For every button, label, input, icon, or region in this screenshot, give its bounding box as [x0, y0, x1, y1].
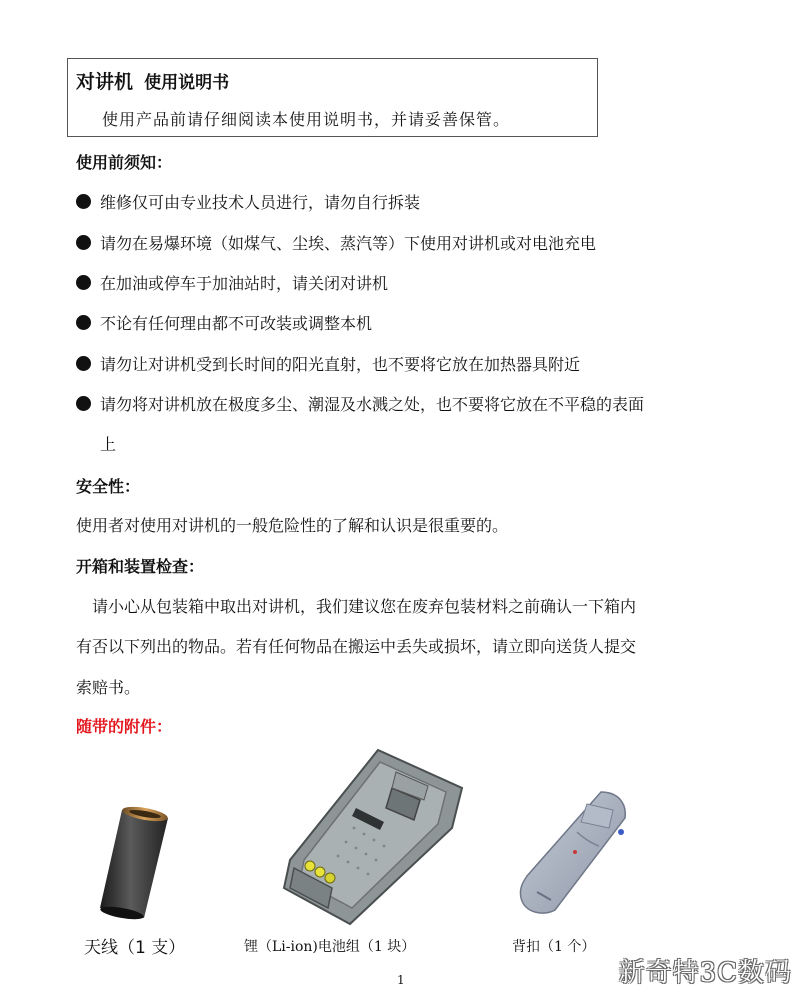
battery-pack-image — [280, 748, 470, 928]
precaution-item — [76, 231, 596, 254]
document-subtitle: 使用说明书 — [144, 73, 230, 93]
bullet-dot-icon — [76, 275, 91, 290]
accessory-caption-battery: 锂（Li-ion)电池组（1 块） — [244, 939, 416, 955]
title-note: 使用产品前请仔细阅读本使用说明书，并请妥善保管。 — [102, 110, 511, 129]
precaution-continuation: 上 — [100, 435, 117, 454]
watermark: 新奇特3C数码 — [618, 958, 792, 988]
document-title: 对讲机 — [76, 71, 134, 93]
precaution-text: 不论有任何理由都不可改装或调整本机 — [100, 314, 373, 333]
page-number: 1 — [397, 973, 405, 987]
bullet-dot-icon — [76, 315, 91, 330]
precautions-heading: 使用前须知： — [76, 153, 173, 172]
unpacking-line: 请小心从包装箱中取出对讲机，我们建议您在废弃包装材料之前确认一下箱内 — [92, 597, 637, 616]
title-line — [76, 67, 229, 94]
antenna-image — [94, 802, 174, 924]
precaution-text: 在加油或停车于加油站时，请关闭对讲机 — [100, 274, 389, 293]
unpacking-line: 有否以下列出的物品。若有任何物品在搬运中丢失或损坏，请立即向送货人提交 — [76, 637, 637, 656]
title-box — [67, 58, 598, 137]
bullet-dot-icon — [76, 356, 91, 371]
belt-clip-image — [517, 788, 633, 916]
precaution-text: 请勿将对讲机放在极度多尘、潮湿及水溅之处，也不要将它放在不平稳的表面 — [100, 395, 645, 414]
unpacking-line: 索赔书。 — [76, 678, 141, 697]
precaution-item — [76, 311, 372, 334]
bullet-dot-icon — [76, 396, 91, 411]
unpacking-heading: 开箱和装置检查： — [76, 557, 205, 576]
precaution-item — [76, 190, 420, 213]
precaution-item — [76, 352, 580, 375]
precaution-item — [76, 271, 388, 294]
accessory-caption-clip: 背扣（1 个） — [512, 939, 596, 955]
bullet-dot-icon — [76, 235, 91, 250]
safety-text: 使用者对使用对讲机的一般危险性的了解和认识是很重要的。 — [76, 516, 509, 535]
bullet-dot-icon — [76, 194, 91, 209]
accessories-heading: 随带的附件： — [76, 717, 173, 736]
safety-heading: 安全性： — [76, 477, 141, 496]
precaution-text: 请勿让对讲机受到长时间的阳光直射，也不要将它放在加热器具附近 — [100, 355, 581, 374]
precaution-item — [76, 392, 644, 415]
accessory-caption-antenna: 天线（1 支） — [84, 938, 186, 958]
precaution-text: 请勿在易爆环境（如煤气、尘埃、蒸汽等）下使用对讲机或对电池充电 — [100, 234, 597, 253]
precaution-text: 维修仅可由专业技术人员进行，请勿自行拆装 — [100, 193, 421, 212]
